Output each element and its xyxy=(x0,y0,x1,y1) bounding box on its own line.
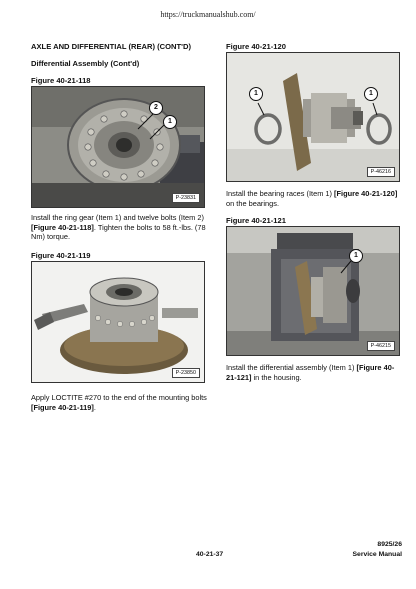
instruction-119: Apply LOCTITE #270 to the end of the mounting bolts [Figure 40-21-119]. xyxy=(31,393,207,412)
figure-119-photo xyxy=(31,261,205,383)
manual-title: Service Manual xyxy=(352,551,402,558)
figure-119-pnumber: P-23850 xyxy=(172,368,200,378)
figure-reference-118[interactable]: [Figure 40-21-118] xyxy=(31,222,94,232)
figure-reference-120[interactable]: [Figure 40-21-120] xyxy=(334,189,398,198)
instruction-121: Install the differential assembly (Item 1) [Figure 40-21-121] in the housing. xyxy=(226,363,395,382)
callout-1-right: 1 xyxy=(364,87,378,101)
callout-2: 2 xyxy=(149,101,163,115)
figure-121-photo xyxy=(226,226,400,356)
source-url[interactable]: https://truckmanualshub.com/ xyxy=(160,10,256,19)
figure-reference-119[interactable]: [Figure 40-21-119] xyxy=(31,402,94,412)
callout-1-left: 1 xyxy=(249,87,263,101)
figure-121-pnumber: P-46215 xyxy=(367,341,395,351)
model-number: 8925/26 xyxy=(377,541,402,548)
figure-119-caption: Figure 40-21-119 xyxy=(31,251,91,260)
section-title: AXLE AND DIFFERENTIAL (REAR) (CONT'D) xyxy=(31,42,191,51)
figure-120-photo xyxy=(226,52,400,182)
figure-121-caption: Figure 40-21-121 xyxy=(226,216,286,225)
instruction-120: Install the bearing races (Item 1) [Figure 40-21-120] on the bearings. xyxy=(226,189,398,208)
figure-reference-121[interactable]: [Figure 40-21-121] xyxy=(226,363,395,382)
callout-1: 1 xyxy=(163,115,177,129)
figure-120-pnumber: P-46216 xyxy=(367,167,395,177)
figure-118-photo xyxy=(31,86,205,208)
figure-120-caption: Figure 40-21-120 xyxy=(226,42,286,51)
subsection-title: Differential Assembly (Cont'd) xyxy=(31,59,140,68)
figure-118-pnumber: P-23831 xyxy=(172,193,200,203)
instruction-118: Install the ring gear (Item 1) and twelve bolts (Item 2) [Figure 40-21-118]. Tighten the bolts to 58 ft.-lbs. (78 Nm) torque. xyxy=(31,213,206,242)
figure-118-caption: Figure 40-21-118 xyxy=(31,76,91,85)
page-number: 40-21-37 xyxy=(196,551,224,558)
callout-1: 1 xyxy=(349,249,363,263)
